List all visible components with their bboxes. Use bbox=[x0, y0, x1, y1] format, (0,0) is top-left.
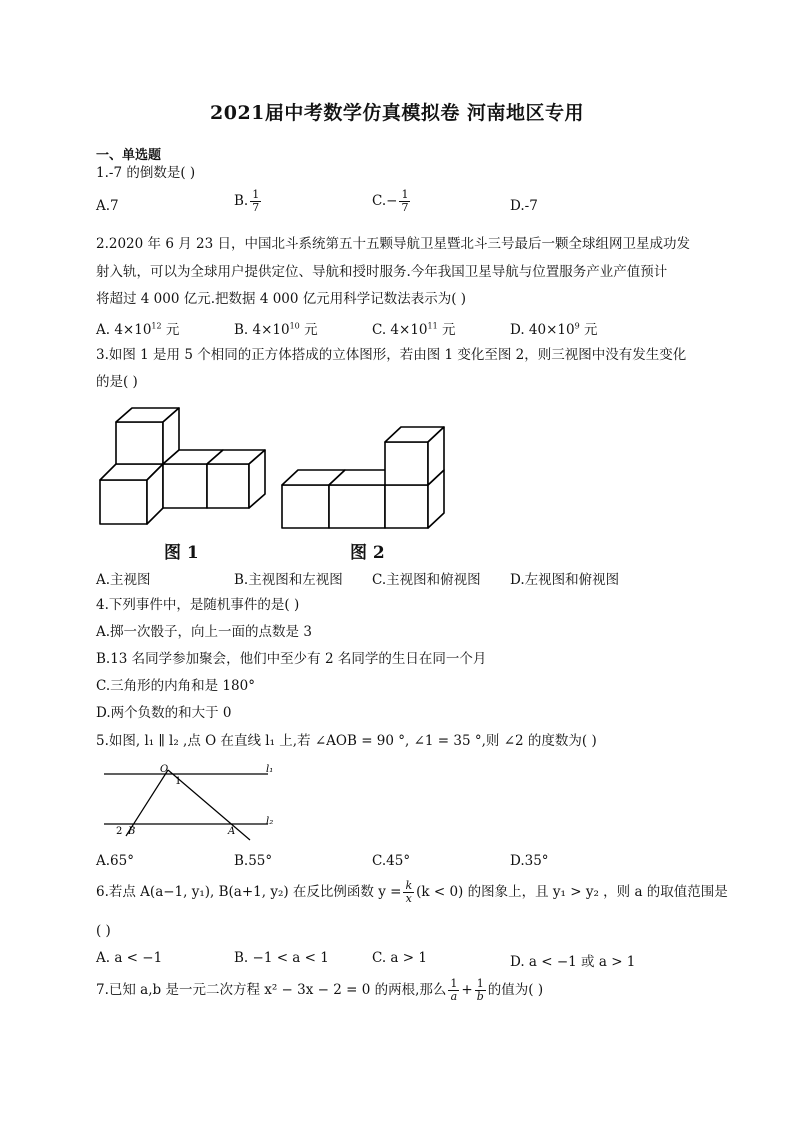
q2-option-d: D. $40\times 10^9$ 元 bbox=[510, 321, 598, 338]
q4-option-a: A.掷一次骰子，向上一面的点数是 3 bbox=[96, 624, 312, 640]
q3-option-c: C.主视图和俯视图 bbox=[372, 572, 481, 588]
page-title: 2021届中考数学仿真模拟卷 河南地区专用 bbox=[210, 102, 584, 124]
q2-stem-line-2: 射入轨，可以为全球用户提供定位、导航和授时服务.今年我国卫星导航与位置服务产业产值预计 bbox=[96, 264, 668, 280]
q1-c-numerator: 1 bbox=[401, 188, 409, 201]
q5-parallel-lines-figure bbox=[100, 762, 290, 842]
q3-option-b: B.主视图和左视图 bbox=[234, 572, 343, 588]
q5-option-a: A.65° bbox=[96, 853, 134, 869]
q5-option-c: C.45° bbox=[372, 853, 411, 869]
figure-2-cubes bbox=[282, 427, 444, 528]
q6-stem-pre: 6.若点 A(a−1, y₁), B(a+1, y₂) 在反比例函数 y = bbox=[96, 884, 402, 900]
q2-option-b: B. $4\times 10^{10}$ 元 bbox=[234, 321, 318, 338]
q5-label-l2: l₂ bbox=[266, 816, 274, 827]
figure-1-cubes bbox=[100, 408, 265, 524]
q1-option-a: A.7 bbox=[96, 198, 119, 214]
q7-stem-pre: 7.已知 a,b 是一元二次方程 x² − 3x − 2 = 0 的两根,那么 bbox=[96, 982, 447, 998]
q6-option-d: D. a < −1 或 a > 1 bbox=[510, 954, 636, 970]
q4-option-d: D.两个负数的和大于 0 bbox=[96, 705, 232, 721]
q3-cube-figures bbox=[92, 400, 462, 532]
q5-label-angle-1: 1 bbox=[175, 776, 182, 787]
section-heading: 一、单选题 bbox=[96, 148, 162, 163]
q6-stem-line-2: ( ) bbox=[96, 923, 111, 939]
q1-option-b bbox=[234, 189, 263, 214]
q7-stem-post: 的值为( ) bbox=[487, 982, 544, 998]
q6-stem bbox=[96, 879, 728, 912]
q2-option-c: C. $4\times 10^{11}$ 元 bbox=[372, 321, 456, 338]
q1-b-numerator: 1 bbox=[252, 188, 260, 201]
q2-options bbox=[96, 318, 716, 340]
figure-1-label: 图 1 bbox=[164, 543, 199, 563]
q1-option-c: C.− $\frac{1}{7}$ bbox=[372, 188, 409, 214]
q6-option-b: B. −1 < a < 1 bbox=[234, 950, 329, 966]
q6-option-c: C. a > 1 bbox=[372, 950, 427, 966]
q3-option-a: A.主视图 bbox=[96, 572, 151, 588]
q7-fraction-a: $\frac{1}{a}$ bbox=[450, 977, 458, 1003]
q6-options bbox=[96, 950, 716, 972]
q2-stem-line-3: 将超过 4 000 亿元.把数据 4 000 亿元用科学记数法表示为( ) bbox=[96, 291, 467, 307]
q3-stem-line-2: 的是( ) bbox=[96, 374, 138, 390]
q1-option-c-fraction bbox=[399, 189, 410, 214]
q5-options bbox=[96, 853, 716, 875]
q7-stem: 7.已知 a,b 是一元二次方程 x² − 3x − 2 = 0 的两根,那么 $\frac{1}{a}$ + $\frac{1}{b}$ 的值为( ) bbox=[96, 977, 544, 1003]
q1-b-denominator: 7 bbox=[252, 201, 260, 214]
figure-2-label: 图 2 bbox=[350, 543, 385, 563]
q3-stem-line-1: 3.如图 1 是用 5 个相同的正方体搭成的立体图形，若由图 1 变化至图 2，则三视图中没有发生变化 bbox=[96, 347, 687, 363]
q5-label-b: B bbox=[128, 826, 136, 837]
q7-fraction-b: $\frac{1}{b}$ bbox=[476, 977, 484, 1003]
q6-stem-post: (k < 0) 的图象上，且 y₁ > y₂ ，则 a 的取值范围是 bbox=[416, 884, 728, 900]
q5-stem: 5.如图, l₁ ∥ l₂ ,点 O 在直线 l₁ 上,若 ∠AOB = 90 °, ∠1 = 35 °,则 ∠2 的度数为( ) bbox=[96, 733, 597, 749]
q5-label-angle-2: 2 bbox=[116, 826, 123, 837]
q1-c-denominator: 7 bbox=[401, 201, 409, 214]
q1-stem: 1.-7 的倒数是( ) bbox=[96, 165, 196, 181]
q5-option-d: D.35° bbox=[510, 853, 549, 869]
q5-label-l1: l₁ bbox=[266, 764, 274, 775]
q1-option-c-prefix: C. bbox=[372, 193, 387, 209]
q2-stem-line-1: 2.2020 年 6 月 23 日，中国北斗系统第五十五颗导航卫星暨北斗三号最后一颗全球组网卫星成功发 bbox=[96, 236, 690, 252]
q6-option-a: A. a < −1 bbox=[96, 950, 163, 966]
q1-options bbox=[96, 188, 716, 220]
q5-label-o: O bbox=[160, 764, 169, 775]
q1-option-d: D.-7 bbox=[510, 198, 538, 214]
q5-option-b: B.55° bbox=[234, 853, 273, 869]
q1-option-b-fraction bbox=[250, 189, 261, 214]
q1-option-b-prefix: B. bbox=[234, 193, 249, 209]
q2-option-a: A. $4\times 10^{12}$ 元 bbox=[96, 321, 180, 338]
q4-option-b: B.13 名同学参加聚会，他们中至少有 2 名同学的生日在同一个月 bbox=[96, 651, 487, 667]
q6-fraction: $\frac{k}{x}$ bbox=[405, 879, 413, 905]
q5-label-a: A bbox=[228, 826, 236, 837]
q4-stem: 4.下列事件中，是随机事件的是( ) bbox=[96, 597, 300, 613]
q3-option-d: D.左视图和俯视图 bbox=[510, 572, 620, 588]
q3-options bbox=[96, 568, 716, 590]
q4-option-c: C.三角形的内角和是 180° bbox=[96, 678, 255, 694]
